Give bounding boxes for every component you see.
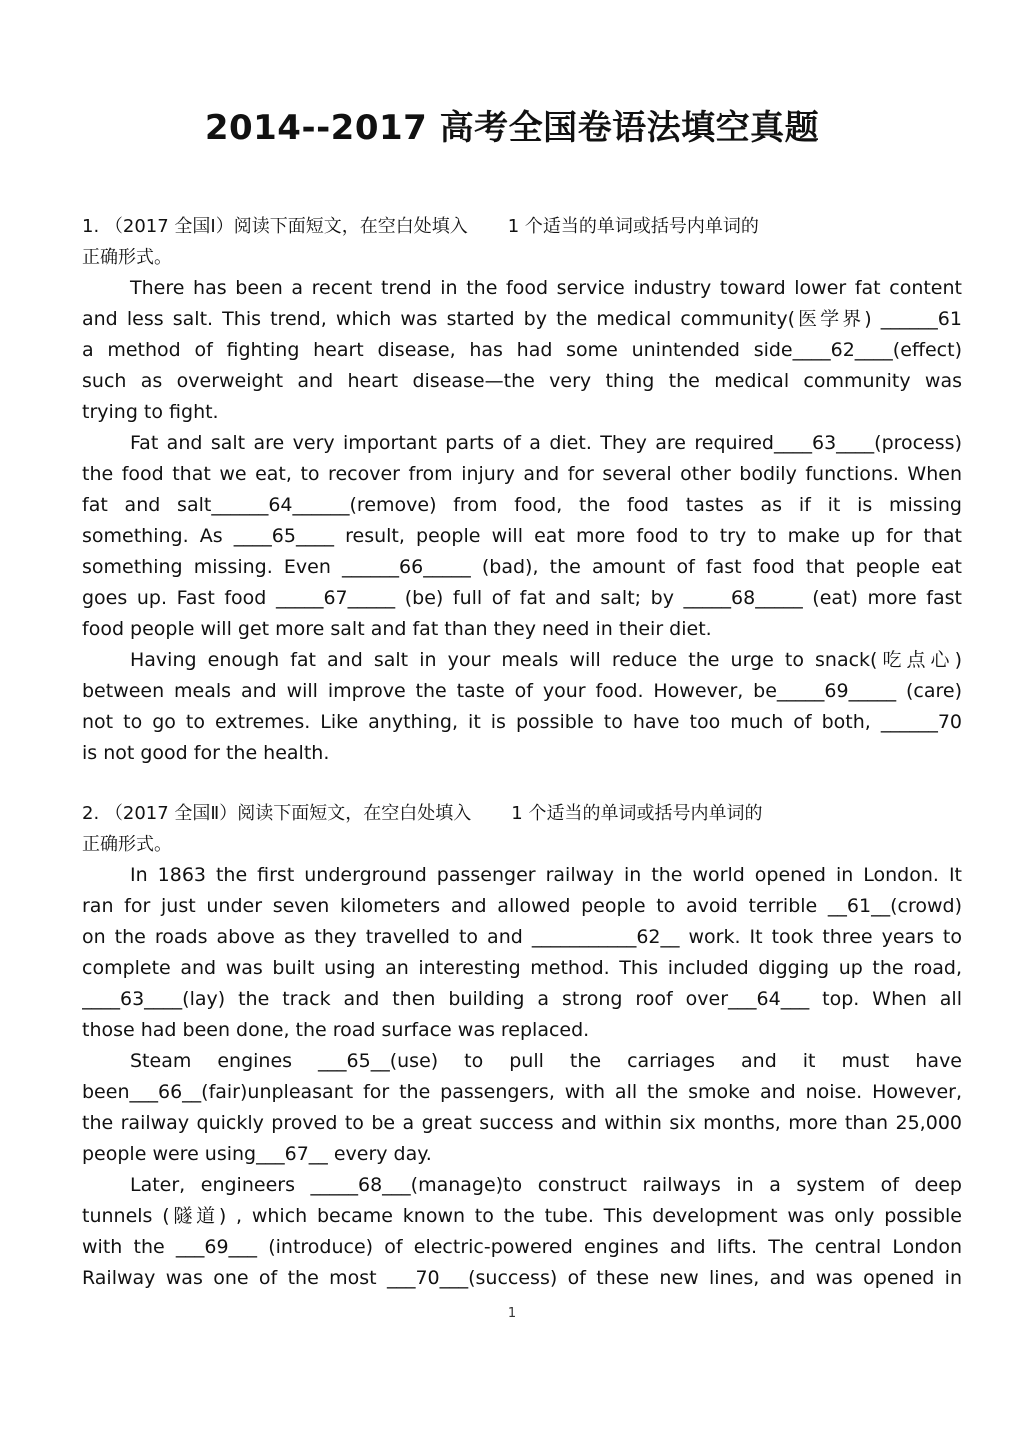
passage-1-line: fat and salt______64______(remove) from food, the food tastes as if it is missing <box>82 494 962 516</box>
passage-1-line: something. As ____65____ result, people will eat more food to try to make up for that <box>82 525 962 547</box>
passage-1-line: the food that we eat, to recover from injury and for several other bodily functions. When <box>82 463 962 485</box>
passage-2-line: tunnels (隧道) , which became known to the tube. This development was only possible <box>82 1205 962 1227</box>
question-2-heading-cont: 正确形式。 <box>82 834 172 855</box>
passage-2-line: those had been done, the road surface was replaced. <box>82 1019 590 1041</box>
passage-1-line: a method of fighting heart disease, has had some unintended side____62____(effect) <box>82 339 962 361</box>
passage-2-line: ran for just under seven kilometers and allowed people to avoid terrible __61__(crowd) <box>82 895 962 917</box>
passage-1-line: Having enough fat and salt in your meals will reduce the urge to snack(吃点心) <box>130 649 962 671</box>
question-1-heading-part2: 1 个适当的单词或括号内单词的 <box>507 216 759 237</box>
passage-2-line: the railway quickly proved to be a great success and within six months, more than 25,000 <box>82 1112 962 1134</box>
passage-1-line: goes up. Fast food _____67_____ (be) full of fat and salt; by _____68_____ (eat) more fast <box>82 587 962 609</box>
question-1-heading-part1: 1. （2017 全国Ⅰ）阅读下面短文，在空白处填入 <box>82 216 468 237</box>
passage-2-line: been___66__(fair)unpleasant for the passengers, with all the smoke and noise. However, <box>82 1081 962 1103</box>
question-2 <box>82 798 962 1294</box>
passage-2-line: on the roads above as they travelled to and ___________62__ work. It took three years to <box>82 926 962 948</box>
question-1-heading-cont: 正确形式。 <box>82 247 172 268</box>
passage-1-line: trying to fight. <box>82 401 219 423</box>
passage-1-line: between meals and will improve the taste of your food. However, be_____69_____ (care) <box>82 680 962 702</box>
passage-1-line: Fat and salt are very important parts of a diet. They are required____63____(process) <box>130 432 962 454</box>
passage-1-line: There has been a recent trend in the food service industry toward lower fat content <box>130 277 962 299</box>
passage-2-line: In 1863 the first underground passenger railway in the world opened in London. It <box>130 864 962 886</box>
passage-1-line: food people will get more salt and fat than they need in their diet. <box>82 618 712 640</box>
question-2-heading <box>82 798 962 829</box>
question-2-heading-part2: 1 个适当的单词或括号内单词的 <box>511 803 763 824</box>
passage-2-line: Railway was one of the most ___70___(success) of these new lines, and was opened in <box>82 1267 962 1289</box>
passage-2-line: ____63____(lay) the track and then building a strong roof over___64___ top. When all <box>82 988 962 1010</box>
passage-1-line: such as overweight and heart disease—the very thing the medical community was <box>82 370 962 392</box>
passage-2-line: people were using___67__ every day. <box>82 1143 432 1165</box>
question-1-heading <box>82 211 962 242</box>
passage-1-line: and less salt. This trend, which was started by the medical community(医学界) ______61 <box>82 308 962 330</box>
passage-2-line: Later, engineers _____68___(manage)to construct railways in a system of deep <box>130 1174 962 1196</box>
passage-1-line: is not good for the health. <box>82 742 330 764</box>
document-title: 2014--2017 高考全国卷语法填空真题 <box>204 108 820 148</box>
passage-1-line: something missing. Even ______66_____ (bad), the amount of fast food that people eat <box>82 556 962 578</box>
passage-2-line: complete and was built using an interesting method. This included digging up the road, <box>82 957 962 979</box>
page-number: 1 <box>507 1306 517 1321</box>
passage-1-line: not to go to extremes. Like anything, it is possible to have too much of both, ______70 <box>82 711 962 733</box>
passage-2-line: with the ___69___ (introduce) of electric-powered engines and lifts. The central London <box>82 1236 962 1258</box>
question-2-heading-part1: 2. （2017 全国Ⅱ）阅读下面短文，在空白处填入 <box>82 803 472 824</box>
question-1 <box>82 211 962 769</box>
passage-2-line: Steam engines ___65__(use) to pull the carriages and it must have <box>130 1050 962 1072</box>
